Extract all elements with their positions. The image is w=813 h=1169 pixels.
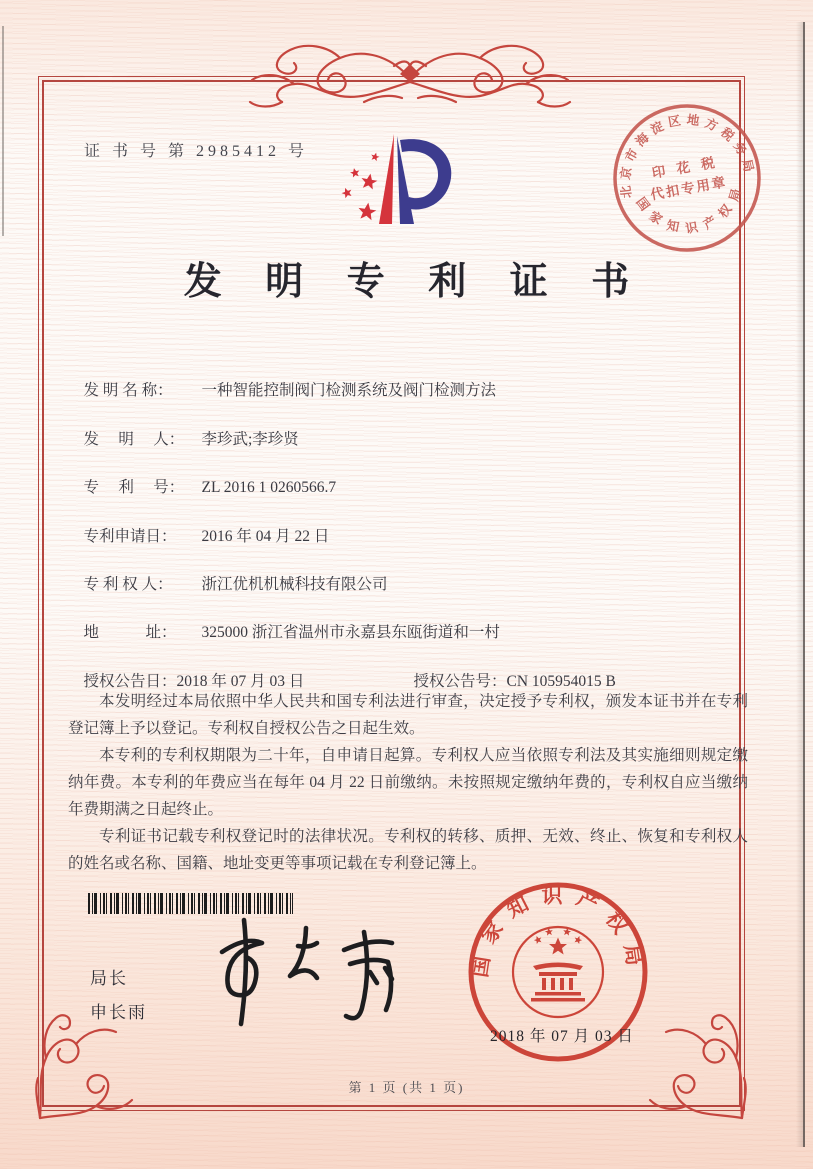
top-scroll-ornament-icon	[244, 36, 576, 118]
legal-paragraph: 本专利的专利权期限为二十年，自申请日起算。专利权人应当依照专利法及其实施细则规定缴纳年费。本专利的年费应当在每年 04 月 22 日前缴纳。未按照规定缴纳年费的，专利权自应当缴纳年费期满之日起终止。	[68, 747, 748, 818]
field-label: 地 址：	[83, 624, 177, 641]
field-label: 专利申请日：	[83, 528, 177, 545]
seal-ring-text: 国家知识产权局	[467, 883, 649, 979]
scan-shadow	[796, 22, 803, 1147]
ornament-center-leaf	[400, 64, 420, 82]
field-label: 专 利 权 人：	[83, 576, 173, 593]
commissioner-role-label: 局长	[90, 969, 128, 988]
certificate-title: 发 明 专 利 证 书	[183, 261, 647, 303]
scan-edge-right	[803, 22, 805, 1147]
field-label: 专 利 号：	[83, 479, 185, 496]
field-value: 一种智能控制阀门检测系统及阀门检测方法	[201, 382, 497, 399]
seal-date: 2018 年 07 月 03 日	[490, 1028, 634, 1045]
commissioner-signature	[192, 912, 427, 1037]
cnipa-logo-icon	[330, 120, 490, 238]
page-footer: 第 1 页 (共 1 页)	[348, 1080, 465, 1095]
bottom-right-flourish-icon	[648, 992, 752, 1122]
certificate-number: 证 书 号 第 2985412 号	[84, 143, 309, 160]
field-value: CN 105954015 B	[506, 673, 616, 690]
barcode	[88, 893, 293, 914]
field-value: 浙江优机机械科技有限公司	[201, 576, 388, 593]
legal-text-block	[68, 688, 748, 877]
stamp-center-line1: 印 花 税	[650, 154, 720, 181]
field-label: 授权公告号：	[413, 673, 507, 690]
field-label: 发 明 名 称：	[83, 382, 173, 399]
field-value: ZL 2016 1 0260566.7	[201, 479, 337, 496]
stamp-arc-bottom-text: 国家知识产权局	[633, 179, 747, 237]
field-value: 2018 年 07 月 03 日	[176, 673, 305, 690]
tax-stamp-seal	[597, 88, 778, 269]
field-label: 发 明 人：	[83, 431, 185, 448]
field-value: 325000 浙江省温州市永嘉县东瓯街道和一村	[201, 624, 500, 641]
commissioner-name: 申长雨	[90, 1003, 147, 1022]
legal-paragraph: 专利证书记载专利权登记时的法律状况。专利权的转移、质押、无效、终止、恢复和专利权人的姓名或名称、国籍、地址变更等事项记载在专利登记簿上。	[68, 828, 748, 872]
stamp-arc-top-text: 北京市海淀区地方税务局	[618, 112, 757, 200]
field-label: 授权公告日：	[83, 673, 177, 690]
scan-edge-left	[2, 26, 4, 236]
stamp-center-line2: 代扣专用章	[649, 174, 729, 203]
field-value: 李珍武;李珍贤	[201, 431, 299, 448]
field-value: 2016 年 04 月 22 日	[201, 528, 330, 545]
legal-paragraph: 本发明经过本局依照中华人民共和国专利法进行审查，决定授予专利权，颁发本证书并在专利登记簿上予以登记。专利权自授权公告之日起生效。	[68, 693, 748, 737]
emblem-gate	[531, 963, 585, 1002]
